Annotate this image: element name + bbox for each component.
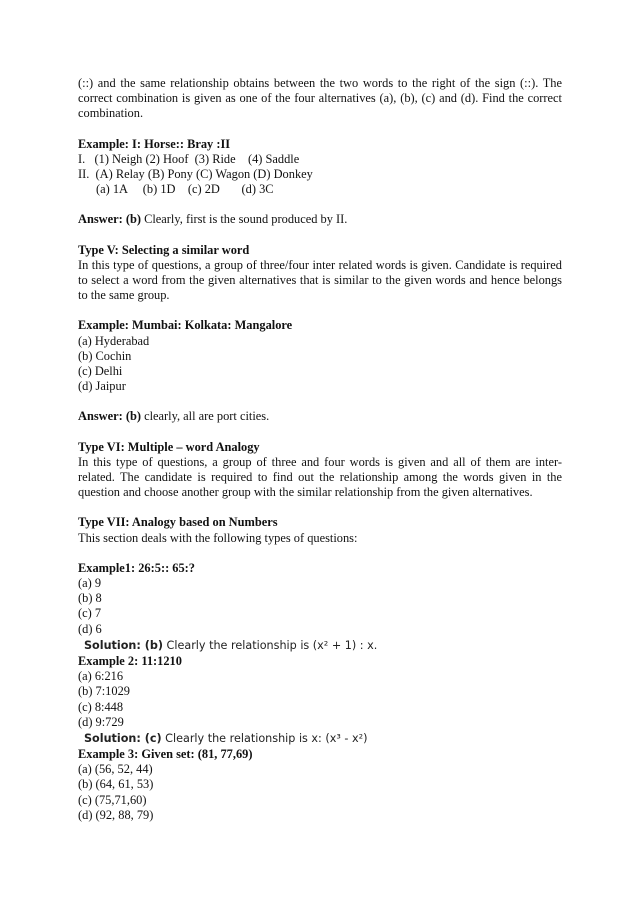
number-example-2-solution <box>84 730 562 747</box>
example-horse-heading: Example: I: Horse:: Bray :II <box>78 136 231 151</box>
list-item: (d) 6 <box>78 621 102 636</box>
list-item: (b) Cochin <box>78 348 132 363</box>
list-item: (c) Delhi <box>78 364 123 379</box>
list-item: (a) (56, 52, 44) <box>78 762 153 777</box>
intro-paragraph: (::) and the same relationship obtains between the two words to the right of the sign (::). The correct combination is given as one of the four alternatives (a), (b), (c) and (d). Find the correct combination. <box>78 76 562 121</box>
answer-label: Answer: (b) <box>78 409 141 424</box>
solution-label: Solution: (c) <box>84 731 162 745</box>
list-item: (d) 9:729 <box>78 714 124 729</box>
number-example-1-solution <box>84 637 562 654</box>
list-item: (a) Hyderabad <box>78 333 150 348</box>
list-item: (d) (92, 88, 79) <box>78 807 154 822</box>
list-item: (b) 8 <box>78 591 102 606</box>
number-example-3-heading: Example 3: Given set: (81, 77,69) <box>78 746 253 761</box>
type-v-body: In this type of questions, a group of three/four inter related words is given. Candidate is required to select a word from the given alternatives that is similar to the given words and hence belongs to the same group. <box>78 257 562 303</box>
list-item: (c) 7 <box>78 606 102 621</box>
list-item: (b) (64, 61, 53) <box>78 777 154 792</box>
type-vii-body: This section deals with the following types of questions: <box>78 530 358 545</box>
example-horse-row-2: II. (A) Relay (B) Pony (C) Wagon (D) Donkey <box>78 167 313 182</box>
list-item: (d) Jaipur <box>78 379 126 394</box>
list-item: (c) (75,71,60) <box>78 792 147 807</box>
list-item: (b) 7:1029 <box>78 684 130 699</box>
solution-label: Solution: (b) <box>84 638 163 652</box>
document-page <box>78 76 562 823</box>
answer-label: Answer: (b) <box>78 212 141 227</box>
list-item: (c) 8:448 <box>78 699 124 714</box>
example-mumbai-answer <box>78 409 562 424</box>
example-horse-answer <box>78 212 562 227</box>
answer-text: clearly, all are port cities. <box>140 409 270 424</box>
type-v-heading: Type V: Selecting a similar word <box>78 242 250 257</box>
solution-text: Clearly the relationship is (x² + 1) : x. <box>162 638 378 652</box>
type-vi-heading: Type VI: Multiple – word Analogy <box>78 439 260 454</box>
example-mumbai-heading: Example: Mumbai: Kolkata: Mangalore <box>78 318 293 333</box>
number-example-1-heading: Example1: 26:5:: 65:? <box>78 560 196 575</box>
type-vi-body: In this type of questions, a group of three and four words is given and all of them are inter-related. The candidate is required to find out the relationship among the words given in the question and choose another group with the similar relationship from the given alternatives. <box>78 454 562 500</box>
solution-text: Clearly the relationship is x: (x³ - x²) <box>161 731 368 745</box>
number-example-2-heading: Example 2: 11:1210 <box>78 653 182 668</box>
type-vii-heading: Type VII: Analogy based on Numbers <box>78 515 278 530</box>
list-item: (a) 6:216 <box>78 669 124 684</box>
example-horse-row-1: I. (1) Neigh (2) Hoof (3) Ride (4) Saddle <box>78 151 300 166</box>
list-item: (a) 9 <box>78 576 102 591</box>
answer-text: Clearly, first is the sound produced by II. <box>140 212 348 227</box>
example-horse-choices: (a) 1A (b) 1D (c) 2D (d) 3C <box>96 182 274 197</box>
